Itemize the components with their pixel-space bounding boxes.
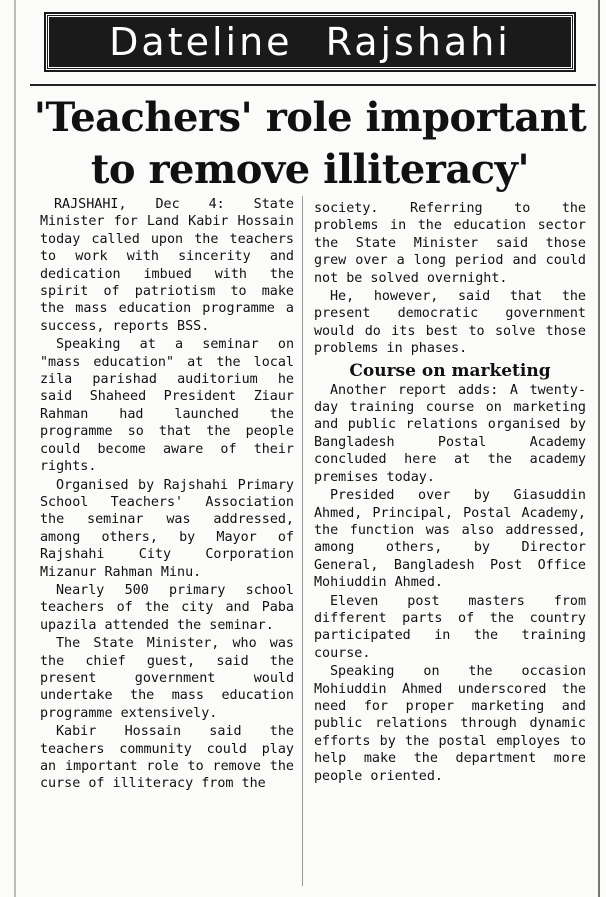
paragraph: Nearly 500 primary school teachers of the city and Paba upazila attended the seminar. (40, 582, 294, 633)
paragraph: Organised by Rajshahi Primary School Teachers' Association the seminar was addressed, among others, by Mayor of Rajshahi City Corporation Mizanur Rahman Minu. (40, 477, 294, 580)
paragraph: Eleven post masters from different parts of the country participated in the training course. (314, 593, 586, 661)
headline-line-2: to remove illiteracy' (90, 146, 530, 193)
paragraph: Presided over by Giasuddin Ahmed, Principal, Postal Academy, the function was also addressed, among others, by Director General, Bangladesh Post Office Mohiuddin Ahmed. (314, 488, 586, 591)
headline (20, 92, 600, 196)
subheading: Course on marketing (349, 360, 551, 381)
paragraph: The State Minister, who was the chief guest, said the present government would undertake the mass education programme extensively. (40, 636, 294, 721)
paragraph: RAJSHAHI, Dec 4: State Minister for Land Kabir Hossain today called upon the teachers to work with sincerity and dedication imbued with the spirit of patriotism to make the mass education programme a success, reports BSS. (40, 197, 294, 334)
paragraph: Speaking on the occasion Mohiuddin Ahmed underscored the need for proper marketing and public relations through dynamic efforts by the postal employes to help make the department more people oriented. (314, 664, 586, 784)
article-right-column (314, 200, 586, 786)
paragraph: society. Referring to the problems in the education sector the State Minister said those grew over a long period and could not be solved overnight. (314, 201, 586, 286)
paragraph: He, however, said that the present democratic government would do its best to solve those problems in phases. (314, 289, 586, 357)
column-divider (302, 196, 303, 886)
article-left-column (40, 196, 294, 794)
paragraph: Kabir Hossain said the teachers community could play an important role to remove the curse of illiteracy from the (40, 724, 294, 792)
section-banner: Dateline Rajshahi (46, 14, 574, 70)
banner-rule (30, 84, 596, 86)
clipping-left-edge (14, 0, 16, 897)
headline-line-1: 'Teachers' role important (33, 94, 587, 141)
paragraph: Another report adds: A twenty-day training course on marketing and public relations organised by Bangladesh Postal Academy concluded here at the academy premises today. (314, 382, 586, 485)
paragraph: Speaking at a seminar on "mass education" at the local zila parishad auditorium he said Shaheed President Ziaur Rahman had launched the programme so that the people could become aware of their rights. (40, 337, 294, 475)
